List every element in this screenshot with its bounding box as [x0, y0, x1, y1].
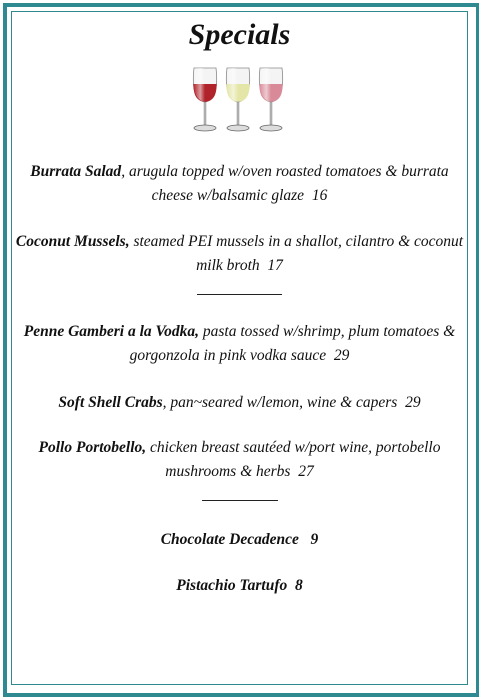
item-name: Penne Gamberi a la Vodka, [23, 323, 200, 340]
item-name: Burrata Salad [30, 163, 122, 180]
item-name: Pistachio Tartufo [176, 577, 288, 594]
item-description: pasta tossed w/shrimp, plum tomatoes & gorgonzola in pink vodka sauce [129, 323, 456, 364]
red-wine-glass-icon [193, 68, 216, 131]
item-price: 8 [294, 577, 303, 594]
item-name: Chocolate Decadence [160, 531, 299, 548]
menu-item [14, 391, 465, 415]
item-description: , arugula topped w/oven roasted tomatoes & burrata cheese w/balsamic glaze [121, 163, 449, 204]
item-price: 9 [310, 531, 319, 548]
item-name: Coconut Mussels, [15, 233, 130, 250]
section-divider [197, 294, 282, 295]
rose-wine-glass-icon [259, 68, 282, 131]
section-divider [202, 500, 278, 501]
menu-item [14, 320, 465, 368]
menu-item [14, 230, 465, 278]
item-name: Soft Shell Crabs [58, 394, 163, 411]
menu-item [14, 528, 465, 552]
item-price: 16 [311, 187, 328, 204]
item-price: 29 [405, 394, 421, 411]
item-name: Pollo Portobello, [38, 439, 147, 456]
menu-item [14, 160, 465, 208]
item-description: chicken breast sautéed w/port wine, portobello mushrooms & herbs [146, 439, 441, 480]
white-wine-glass-icon [226, 68, 249, 131]
menu-item [14, 574, 465, 598]
item-price: 29 [333, 347, 350, 364]
item-price: 17 [267, 257, 283, 274]
item-price: 27 [298, 463, 314, 480]
item-description: , pan~seared w/lemon, wine & capers [162, 394, 398, 411]
menu-title: Specials [188, 18, 291, 51]
wine-glasses-illustration [188, 66, 288, 134]
item-description: steamed PEI mussels in a shallot, cilantro & coconut milk broth [129, 233, 464, 274]
menu-item [14, 436, 465, 484]
